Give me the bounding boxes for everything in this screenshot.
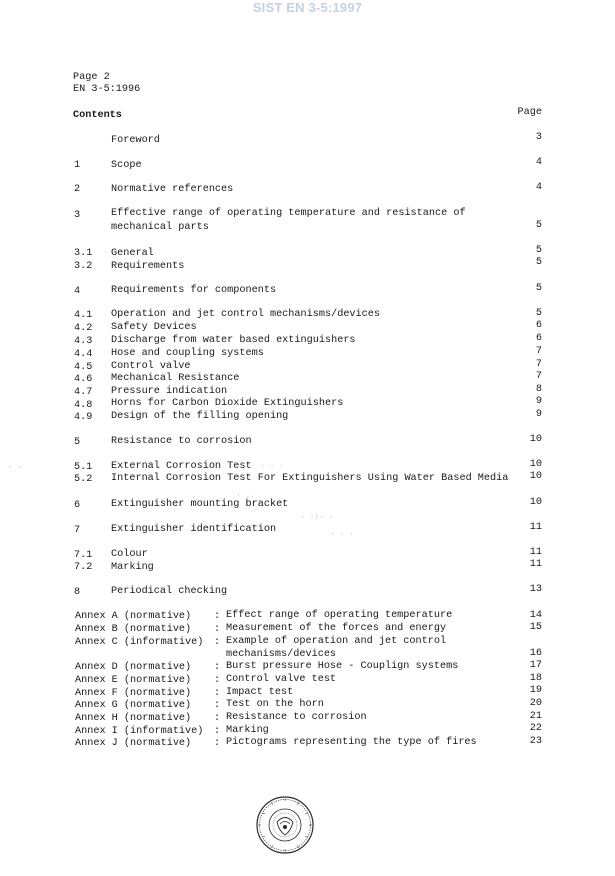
toc-number: 6 [74, 500, 81, 511]
toc-page: 6 [535, 333, 542, 344]
toc-page: 7 [535, 346, 542, 357]
toc-number: 7 [74, 525, 81, 536]
annex-title: Pictograms representing the type of fires [226, 737, 477, 748]
toc-title: Colour [111, 549, 148, 560]
toc-number: 4.5 [74, 362, 93, 373]
toc-page: 11 [529, 522, 542, 533]
toc-page: 5 [535, 308, 542, 319]
toc-page: 9 [535, 396, 542, 407]
toc-page: 10 [529, 471, 542, 482]
annex-separator: : [214, 662, 221, 673]
annex-label: Annex B (normative) [75, 624, 192, 635]
annex-page: 18 [529, 673, 542, 684]
annex-title: Burst pressure Hose - Couplign systems [226, 661, 459, 672]
toc-title: Horns for Carbon Dioxide Extinguishers [111, 398, 344, 409]
toc-page: 4 [535, 182, 542, 193]
toc-number: 5 [74, 437, 81, 448]
annex-page: 20 [529, 698, 542, 709]
annex-label: Annex D (normative) [75, 662, 192, 673]
toc-number: 3.1 [74, 248, 93, 259]
toc-title: Normative references [111, 184, 234, 195]
toc-page: 3 [535, 132, 542, 143]
toc-title: Safety Devices [111, 322, 197, 333]
annex-label: Annex A (normative) [75, 611, 192, 622]
toc-title: Design of the filling opening [111, 411, 289, 422]
toc-page: 6 [535, 320, 542, 331]
toc-title: Mechanical Resistance [111, 373, 240, 384]
scan-speck: · .. [236, 491, 256, 500]
scan-speck: · · [8, 463, 23, 472]
toc-number: 2 [74, 184, 81, 195]
scan-speck: · · · [260, 462, 285, 471]
toc-number: 4.7 [74, 387, 93, 398]
toc-page: 10 [529, 459, 542, 470]
page-column-heading: Page [517, 107, 542, 118]
annex-page: 15 [529, 622, 542, 633]
annex-title: Example of operation and jet control [226, 636, 447, 647]
annex-title: Test on the horn [226, 699, 324, 710]
toc-title: Extinguisher mounting bracket [111, 499, 289, 510]
scan-speck: · · · [330, 530, 355, 539]
toc-title: Operation and jet control mechanisms/devices [111, 309, 380, 320]
toc-number: 5.1 [74, 462, 93, 473]
annex-page: 19 [529, 685, 542, 696]
toc-page: 5 [535, 220, 542, 231]
annex-page: 16 [529, 648, 542, 659]
scan-speck: · ·:· · [300, 513, 334, 522]
toc-page: 7 [535, 359, 542, 370]
toc-number: 7.2 [74, 562, 93, 573]
annex-separator: : [214, 675, 221, 686]
annex-label: Annex E (normative) [75, 675, 192, 686]
toc-page: 5 [535, 257, 542, 268]
toc-number: 1 [74, 160, 81, 171]
toc-number: 4.4 [74, 349, 93, 360]
toc-number: 4.1 [74, 310, 93, 321]
toc-title: External Corrosion Test [111, 461, 252, 472]
annex-separator: : [214, 611, 221, 622]
annex-title-continued: mechanisms/devices [226, 649, 337, 660]
annex-page: 21 [529, 711, 542, 722]
document-id-line: EN 3-5:1996 [73, 84, 141, 95]
annex-separator: : [214, 688, 221, 699]
toc-number: 4.3 [74, 336, 93, 347]
annex-title: Measurement of the forces and energy [226, 623, 447, 634]
toc-title: General [111, 248, 154, 259]
annex-separator: : [214, 726, 221, 737]
toc-title: Marking [111, 562, 154, 573]
annex-label: Annex J (normative) [75, 738, 192, 749]
toc-title: Hose and coupling systems [111, 348, 264, 359]
toc-title: Requirements for components [111, 285, 277, 296]
toc-title: Scope [111, 160, 142, 171]
annex-page: 14 [529, 610, 542, 621]
annex-page: 22 [529, 723, 542, 734]
annex-separator: : [214, 713, 221, 724]
toc-title-continued: mechanical parts [111, 222, 209, 233]
toc-page: 10 [529, 497, 542, 508]
annex-title: Resistance to corrosion [226, 712, 367, 723]
annex-separator: : [214, 624, 221, 635]
toc-page: 10 [529, 434, 542, 445]
annex-title: Effect range of operating temperature [226, 610, 453, 621]
watermark: SIST EN 3-5:1997 [252, 0, 363, 15]
annex-page: 17 [529, 660, 542, 671]
annex-title: Control valve test [226, 674, 337, 685]
toc-title: Discharge from water based extinguishers [111, 335, 356, 346]
toc-number: 4.9 [74, 412, 93, 423]
toc-page: 5 [535, 283, 542, 294]
toc-page: 9 [535, 409, 542, 420]
toc-title: Extinguisher identification [111, 524, 277, 535]
toc-number: 4 [74, 286, 81, 297]
toc-title: Effective range of operating temperature and resistance of [111, 208, 466, 219]
annex-title: Marking [226, 725, 269, 736]
toc-title: Control valve [111, 361, 191, 372]
annex-title: Impact test [226, 687, 294, 698]
toc-number: 7.1 [74, 550, 93, 561]
toc-page: 11 [529, 547, 542, 558]
toc-number: 4.2 [74, 323, 93, 334]
toc-number: 8 [74, 587, 81, 598]
toc-title: Foreword [111, 135, 160, 146]
toc-title: Pressure indication [111, 386, 228, 397]
toc-number: 3 [74, 210, 81, 221]
toc-page: 8 [535, 384, 542, 395]
toc-number: 3.2 [74, 261, 93, 272]
toc-number: 5.2 [74, 474, 93, 485]
annex-label: Annex I (informative) [75, 726, 204, 737]
toc-page: 4 [535, 157, 542, 168]
toc-number: 4.6 [74, 374, 93, 385]
toc-page: 5 [535, 245, 542, 256]
toc-title: Resistance to corrosion [111, 436, 252, 447]
page-number-line: Page 2 [73, 72, 110, 83]
annex-separator: : [214, 700, 221, 711]
annex-separator: : [214, 637, 221, 648]
toc-title: Internal Corrosion Test For Extinguishers Using Water Based Media [111, 473, 509, 484]
toc-page: 13 [529, 584, 542, 595]
annex-label: Annex H (normative) [75, 713, 192, 724]
annex-label: Annex F (normative) [75, 688, 192, 699]
official-seal-stamp-icon [255, 795, 315, 855]
annex-page: 23 [529, 736, 542, 747]
annex-label: Annex G (normative) [75, 700, 192, 711]
annex-separator: : [214, 738, 221, 749]
contents-heading: Contents [73, 110, 122, 121]
toc-page: 7 [535, 371, 542, 382]
annex-label: Annex C (informative) [75, 637, 204, 648]
toc-title: Requirements [111, 261, 185, 272]
toc-number: 4.8 [74, 400, 93, 411]
toc-title: Periodical checking [111, 586, 228, 597]
toc-page: 11 [529, 559, 542, 570]
